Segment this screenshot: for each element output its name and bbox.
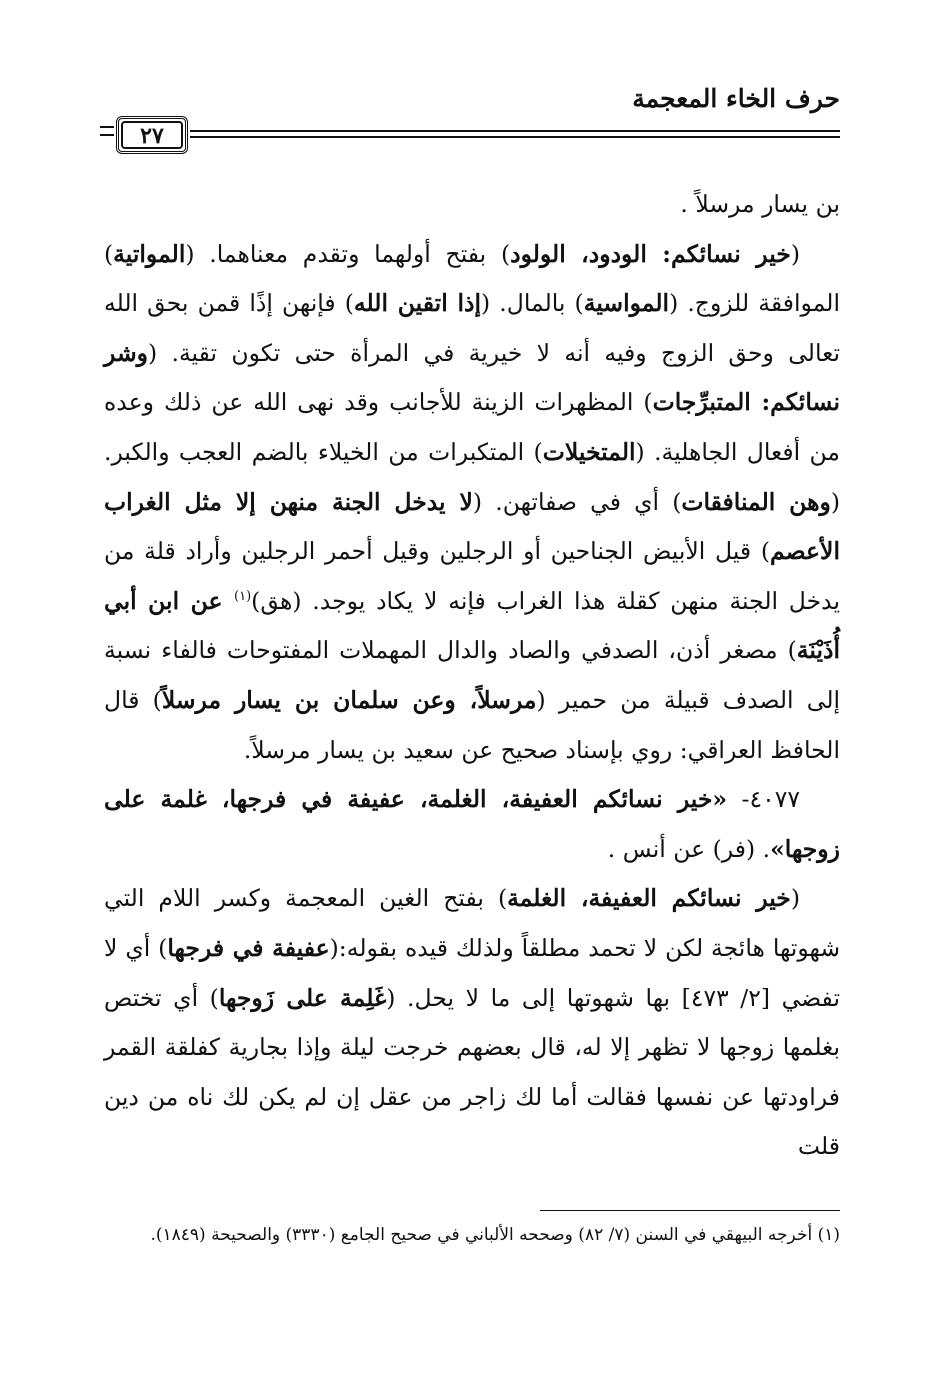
hadith-text: «خير نسائكم العفيفة، الغلمة، عفيفة في فرجها، غلمة على زوجها» bbox=[104, 785, 840, 863]
rule-equal-mark bbox=[100, 126, 114, 136]
paragraph-commentary-2 bbox=[104, 874, 840, 1172]
bold-phrase: المتخيلات bbox=[542, 437, 636, 466]
bold-phrase: لا يدخل الجنة منهن إلا مثل الغراب الأعصم bbox=[104, 487, 840, 566]
text-run: ) بفتح أولهما وتقدم معناهما. ( bbox=[185, 239, 511, 268]
text-run: ) أي لا تفضي [٢/ ٤٧٣] بها شهوتها إلى ما لا يحل. ( bbox=[104, 933, 840, 1012]
running-head: حرف الخاء المعجمة bbox=[632, 84, 840, 113]
hadith-entry bbox=[104, 775, 840, 874]
bold-phrase: وشر نسائكم: المتبرِّجات bbox=[104, 338, 840, 417]
text-run: ) مصغر أذن، الصدفي والصاد والدال المهملات المفتوحات فالفاء نسبة إلى الصدف قبيلة من حمير ( bbox=[104, 636, 841, 714]
text-run: ) قيل الأبيض الجناحين أو الرجلين وقيل أحمر الرجلين وأراد قلة من يدخل الجنة منهن كقلة هذا الغراب فإنه لا يكاد يوجد. (هق) bbox=[104, 537, 840, 615]
bold-phrase: خير نسائكم: الودود، الولود bbox=[510, 239, 791, 268]
footnote-text: (١) أخرجه البيهقي في السنن (٧/ ٨٢) وصححه الألباني في صحيح الجامع (٣٣٣٠) والصحيحة (١٨٤٩). bbox=[150, 1225, 840, 1245]
bold-phrase: مرسلاً، وعن سلمان بن يسار مرسلاً bbox=[161, 685, 537, 714]
text-run: ( bbox=[790, 884, 800, 913]
text-run: بن يسار مرسلاً . bbox=[680, 190, 840, 218]
bold-phrase: غَلِمة على زَوجها bbox=[218, 983, 387, 1012]
text-run: ) أي تختص بغلمها زوجها لا تظهر إلا له، قال بعضهم خرجت ليلة وإذا بجارية كفلقة القمر فراودتها عن نفسها فقالت أما لك زاجر من عقل إن لم يكن لك ناه من دين قلت bbox=[104, 983, 840, 1161]
bold-phrase: عن ابن أبي أُذَيْنَة bbox=[104, 586, 840, 665]
header-rule bbox=[100, 116, 840, 156]
bold-phrase: وهن المنافقات bbox=[681, 487, 831, 516]
text-run: ) أي في صفاتهن. ( bbox=[472, 487, 682, 516]
text-run: ) بالمال. ( bbox=[481, 289, 584, 318]
text-run: ) قال الحافظ العراقي: روي بإسناد صحيح عن سعيد بن يسار مرسلاً. bbox=[104, 685, 840, 764]
bold-phrase: المواتية bbox=[113, 239, 186, 268]
page-number: ٢٧ bbox=[140, 123, 164, 149]
paragraph-commentary-1 bbox=[104, 230, 840, 776]
bold-phrase: عفيفة في فرجها bbox=[167, 933, 330, 962]
footnote bbox=[104, 1220, 840, 1250]
text-run: ( bbox=[790, 239, 801, 268]
bold-phrase: خير نسائكم العفيفة، الغلمة bbox=[507, 884, 791, 913]
page-number-frame bbox=[116, 116, 188, 154]
header-double-line bbox=[190, 130, 840, 138]
text-run: ) بفتح الغين المعجمة وكسر اللام التي شهوتها هائجة لكن لا تحمد مطلقاً ولذلك قيده بقوله:( bbox=[104, 884, 841, 962]
body-text bbox=[104, 180, 840, 1172]
paragraph-continuation bbox=[104, 180, 840, 230]
hadith-number: ٤٠٧٧- bbox=[727, 785, 800, 814]
bold-phrase: المواسية bbox=[583, 289, 670, 318]
footnote-separator bbox=[540, 1210, 840, 1211]
hadith-source: . (فر) عن أنس . bbox=[607, 834, 771, 863]
text-run: ) المتكبرات من الخيلاء بالضم العجب والكبر. ( bbox=[104, 437, 840, 516]
text-run: ) المظهرات الزينة للأجانب وقد نهى الله عن ذلك وعده من أفعال الجاهلية. ( bbox=[104, 388, 841, 466]
text-run: ) الموافقة للزوج. ( bbox=[104, 239, 840, 318]
footnote-reference[interactable]: (١) bbox=[234, 588, 252, 604]
bold-phrase: إذا اتقين الله bbox=[353, 289, 482, 318]
text-run: ) فإنهن إذًا قمن بحق الله تعالى وحق الزوج وفيه أنه لا خيرية في المرأة حتى تكون تقية. ( bbox=[104, 289, 840, 367]
